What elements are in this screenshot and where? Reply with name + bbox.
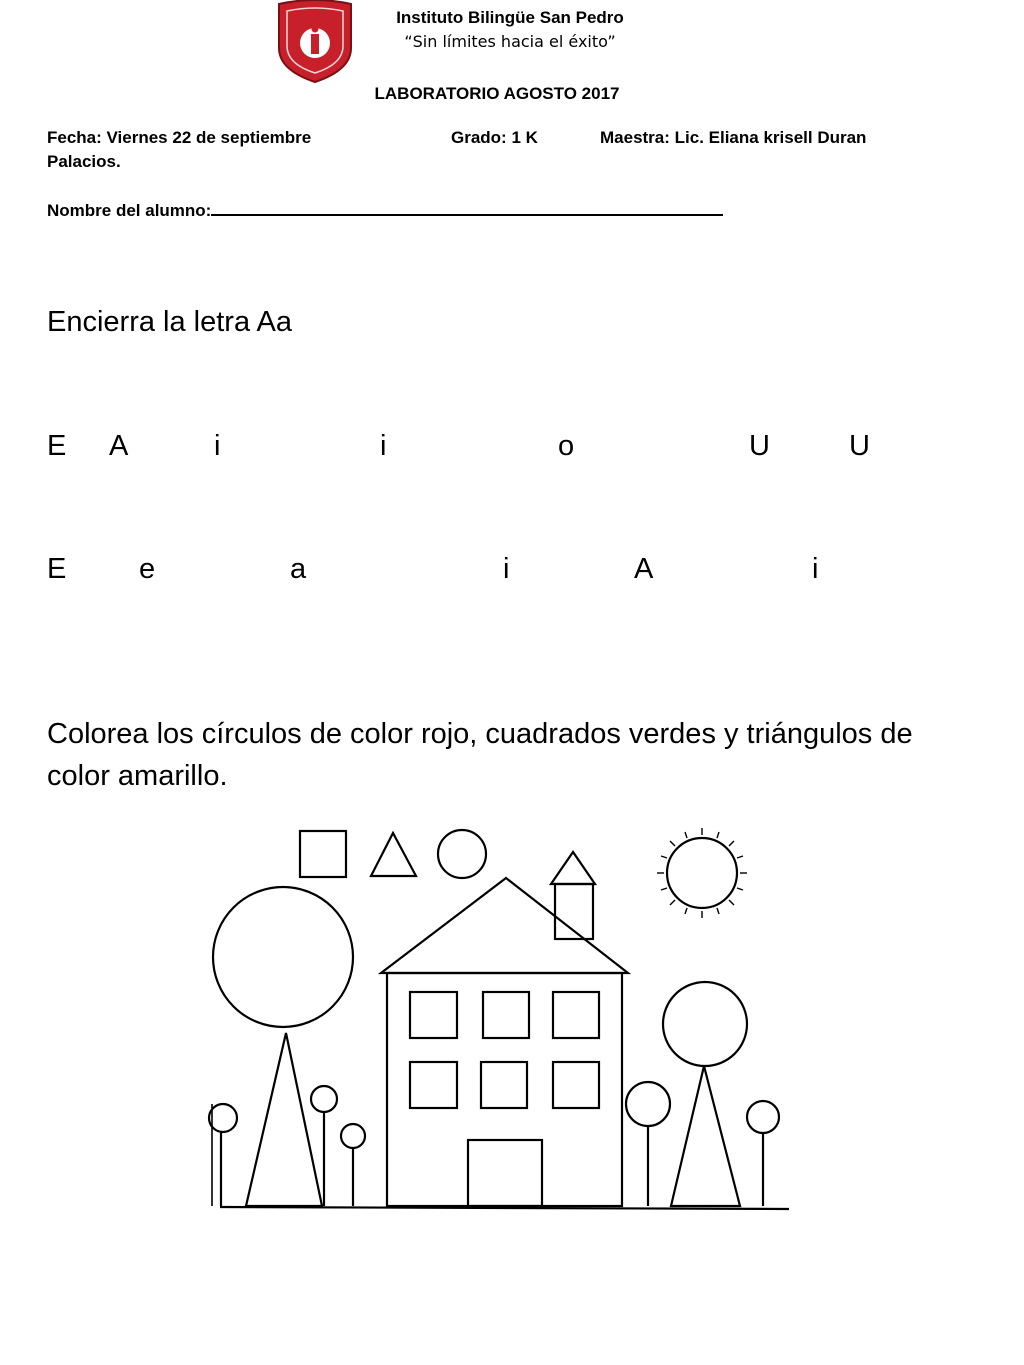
- student-name-label: Nombre del alumno:: [47, 201, 212, 220]
- square-shape: [300, 831, 346, 877]
- row1-letter[interactable]: i: [380, 430, 387, 462]
- row2-letter[interactable]: a: [290, 553, 307, 585]
- sun-icon: [657, 828, 747, 918]
- tree-triangle-left: [246, 1033, 322, 1206]
- student-name-blank[interactable]: [211, 198, 723, 216]
- row2-letter[interactable]: i: [503, 553, 510, 585]
- circle-shape: [438, 830, 486, 878]
- exercise1-instruction: Encierra la letra Aa: [47, 306, 293, 338]
- school-motto: “Sin límites hacia el éxito”: [404, 32, 616, 51]
- row1-letter[interactable]: U: [849, 430, 870, 462]
- small-circle: [341, 1124, 365, 1148]
- row1-letter[interactable]: o: [558, 430, 575, 462]
- small-circle: [209, 1104, 237, 1132]
- small-circle: [747, 1101, 779, 1133]
- house-drawing: [381, 852, 628, 1206]
- row2-letter[interactable]: E: [47, 553, 67, 585]
- small-circle: [626, 1082, 670, 1126]
- student-name-row: [47, 198, 723, 221]
- teacher-field-cont: Palacios.: [47, 152, 121, 171]
- teacher-field: Maestra: Lic. Eliana krisell Duran: [600, 128, 867, 147]
- row2-letter[interactable]: A: [634, 553, 654, 585]
- small-circle: [311, 1086, 337, 1112]
- ground-line: [220, 1207, 789, 1209]
- lab-title: LABORATORIO AGOSTO 2017: [374, 84, 620, 103]
- row2-letter[interactable]: e: [139, 553, 156, 585]
- triangle-shape: [371, 833, 416, 876]
- date-field: Fecha: Viernes 22 de septiembre: [47, 128, 312, 147]
- row1-letter[interactable]: i: [214, 430, 221, 462]
- row1-letter[interactable]: U: [749, 430, 770, 462]
- row1-letter[interactable]: E: [47, 430, 67, 462]
- tree-triangle-right: [671, 1066, 740, 1206]
- grade-field: Grado: 1 K: [451, 128, 538, 147]
- exercise2-instruction: Colorea los círculos de color rojo, cuadrados verdes y triángulos de color amarillo.: [47, 718, 913, 792]
- school-name: Instituto Bilingüe San Pedro: [396, 8, 624, 27]
- tree-circle-medium: [663, 982, 747, 1066]
- row1-letter[interactable]: A: [109, 430, 129, 462]
- tree-circle-large: [213, 887, 353, 1027]
- row2-letter[interactable]: i: [812, 553, 819, 585]
